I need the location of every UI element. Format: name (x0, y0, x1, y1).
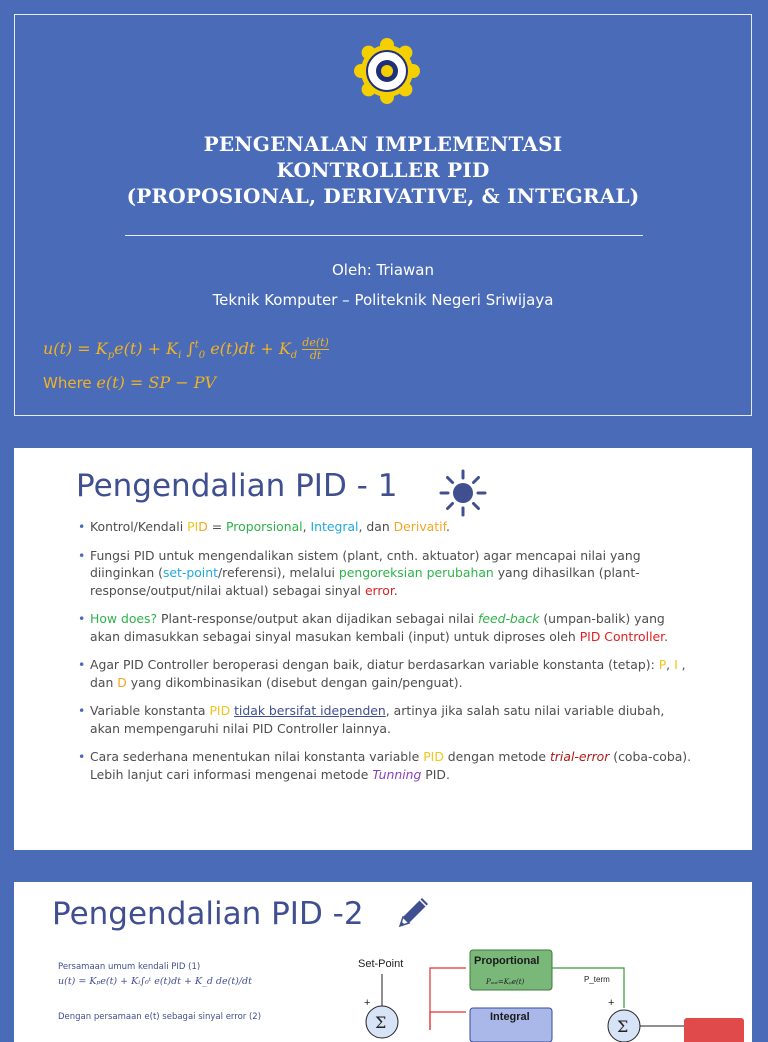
text: , artinya jika salah satu nilai variable diubah, akan mempengaruhi nilai PID Controller lainnya. (90, 703, 665, 736)
author-affiliation: Teknik Komputer – Politeknik Negeri Sriwijaya (212, 291, 554, 309)
eq-lhs: u(t) = K (43, 339, 108, 358)
text-pid: PID (209, 703, 231, 718)
text: (umpan-balik) yang akan dimasukkan sebagai sinyal masukan kembali (input) untuk diproses oleh (90, 611, 665, 644)
proportional-formula: Pₒᵤₜ=Kₚe(t) (486, 978, 525, 986)
pencil-icon (394, 892, 434, 932)
text-d: D (198, 519, 208, 534)
bullet-item (76, 610, 696, 645)
slide-title: Pengendalian PID - 1 (76, 468, 398, 504)
eq-mid1: e(t) + K (114, 339, 179, 358)
text: Variable konstanta (90, 703, 210, 718)
text: yang dikombinasikan (disebut dengan gain/penguat). (126, 674, 463, 690)
error-to-integral (430, 1012, 466, 1030)
bullet-item (76, 518, 696, 536)
eq-mid2: e(t)dt + K (205, 339, 291, 358)
text: = (207, 519, 227, 534)
error-caption: Dengan persamaan e(t) sebagai sinyal error (2) (58, 1012, 262, 1022)
text: Plant-response/output akan dijadikan sebagai nilai (157, 611, 478, 626)
sigma-2: Σ (617, 1017, 629, 1036)
eq-sub-i: i (178, 350, 182, 362)
text: . (446, 519, 450, 534)
bullet-item (76, 748, 696, 783)
eq-sub-d: d (290, 350, 298, 362)
text-feed-back: feed-back (477, 611, 540, 626)
presentation-title (15, 131, 751, 209)
text-error: error (364, 582, 394, 598)
text: , (302, 519, 311, 534)
slide-title: Pengendalian PID -2 (52, 896, 364, 932)
text-i: I (674, 657, 678, 672)
sigma-1: Σ (375, 1013, 387, 1032)
text: , (666, 657, 675, 672)
sun-icon (438, 468, 488, 518)
setpoint-label: Set-Point (358, 958, 404, 970)
plus-sign: + (364, 997, 371, 1009)
text: Cara sederhana menentukan nilai konstanta variable (90, 749, 424, 764)
error-to-proportional (430, 968, 466, 1030)
pid-equation-small: u(t) = Kₚe(t) + Kᵢ∫₀ᵗ e(t)dt + K_d de(t)/dt (58, 976, 252, 987)
bullet-item (76, 547, 696, 600)
text-pid-controller: PID Controller (579, 628, 665, 644)
integral-label: Integral (490, 1011, 530, 1023)
eq-integral: ∫ (181, 339, 195, 358)
title-slide (14, 14, 752, 416)
text: Fungsi PID untuk mengendalikan sistem (plant, cnth. aktuator) agar mencapai nilai yang diinginkan ( (90, 547, 641, 580)
equation-caption: Persamaan umum kendali PID (1) (58, 962, 201, 972)
text-pi: PI (187, 519, 199, 534)
where-label: Where (43, 374, 92, 392)
text: /referensi), melalui (217, 565, 339, 580)
bullet-item (76, 702, 696, 737)
title-line-1: PENGENALAN IMPLEMENTASI (203, 132, 563, 156)
text-tunning: Tunning (372, 766, 422, 782)
title-divider (125, 235, 643, 236)
pid-equation (43, 337, 329, 362)
content-slide-1 (14, 448, 752, 850)
text-proporsional: Proporsional (226, 519, 303, 534)
text-d: D (117, 674, 127, 690)
eq-lower-limit: 0 (198, 350, 206, 362)
text: . (664, 628, 669, 644)
text: Kontrol/Kendali (90, 519, 188, 534)
text-underlined: tidak bersifat idependen (234, 703, 386, 718)
text-pengoreksian: pengoreksian perubahan (338, 565, 494, 580)
bullet-item (76, 656, 696, 691)
text: , dan (90, 657, 686, 690)
error-equation: e(t) = SP − PV (96, 373, 217, 392)
plant-block (684, 1018, 744, 1042)
p-term-label: P_term (584, 975, 610, 984)
eq-frac-denominator: dt (309, 349, 322, 362)
plus-sign-2: + (608, 997, 615, 1009)
author-name: Oleh: Triawan (332, 261, 434, 279)
text: Agar PID Controller beroperasi dengan baik, diatur berdasarkan variable konstanta (tetap): (90, 657, 659, 672)
eq-fraction (302, 337, 329, 362)
polsri-logo (353, 37, 421, 105)
text-trial-error: trial-error (549, 749, 610, 764)
text: PID. (421, 766, 450, 782)
error-definition (43, 373, 216, 392)
text-derivatif: Derivatif (393, 519, 447, 534)
text: dengan metode (443, 749, 550, 764)
bullet-list (76, 518, 696, 794)
text: (coba-coba). Lebih lanjut cari informasi mengenai metode (90, 749, 692, 782)
title-line-3: (PROPOSIONAL, DERIVATIVE, & INTEGRAL) (126, 184, 640, 208)
title-line-2: KONTROLLER PID (276, 158, 490, 182)
eq-sub-p: p (107, 350, 115, 362)
text-p: P (658, 657, 667, 672)
text: , dan (358, 519, 394, 534)
text-pid: PID (423, 749, 444, 764)
content-slide-2 (14, 882, 752, 1042)
eq-frac-numerator: de(t) (302, 336, 329, 349)
text-how-does: How does? (90, 611, 158, 626)
text: yang dihasilkan (plant-response/output/nilai aktual) sebagai sinyal (90, 565, 640, 598)
proportional-label: Proportional (474, 955, 540, 967)
eq-upper-limit: t (194, 339, 199, 351)
text: . (393, 582, 398, 598)
text-integral: Integral (310, 519, 359, 534)
pid-block-diagram (344, 942, 752, 1042)
text-set-point: set-point (162, 565, 218, 580)
